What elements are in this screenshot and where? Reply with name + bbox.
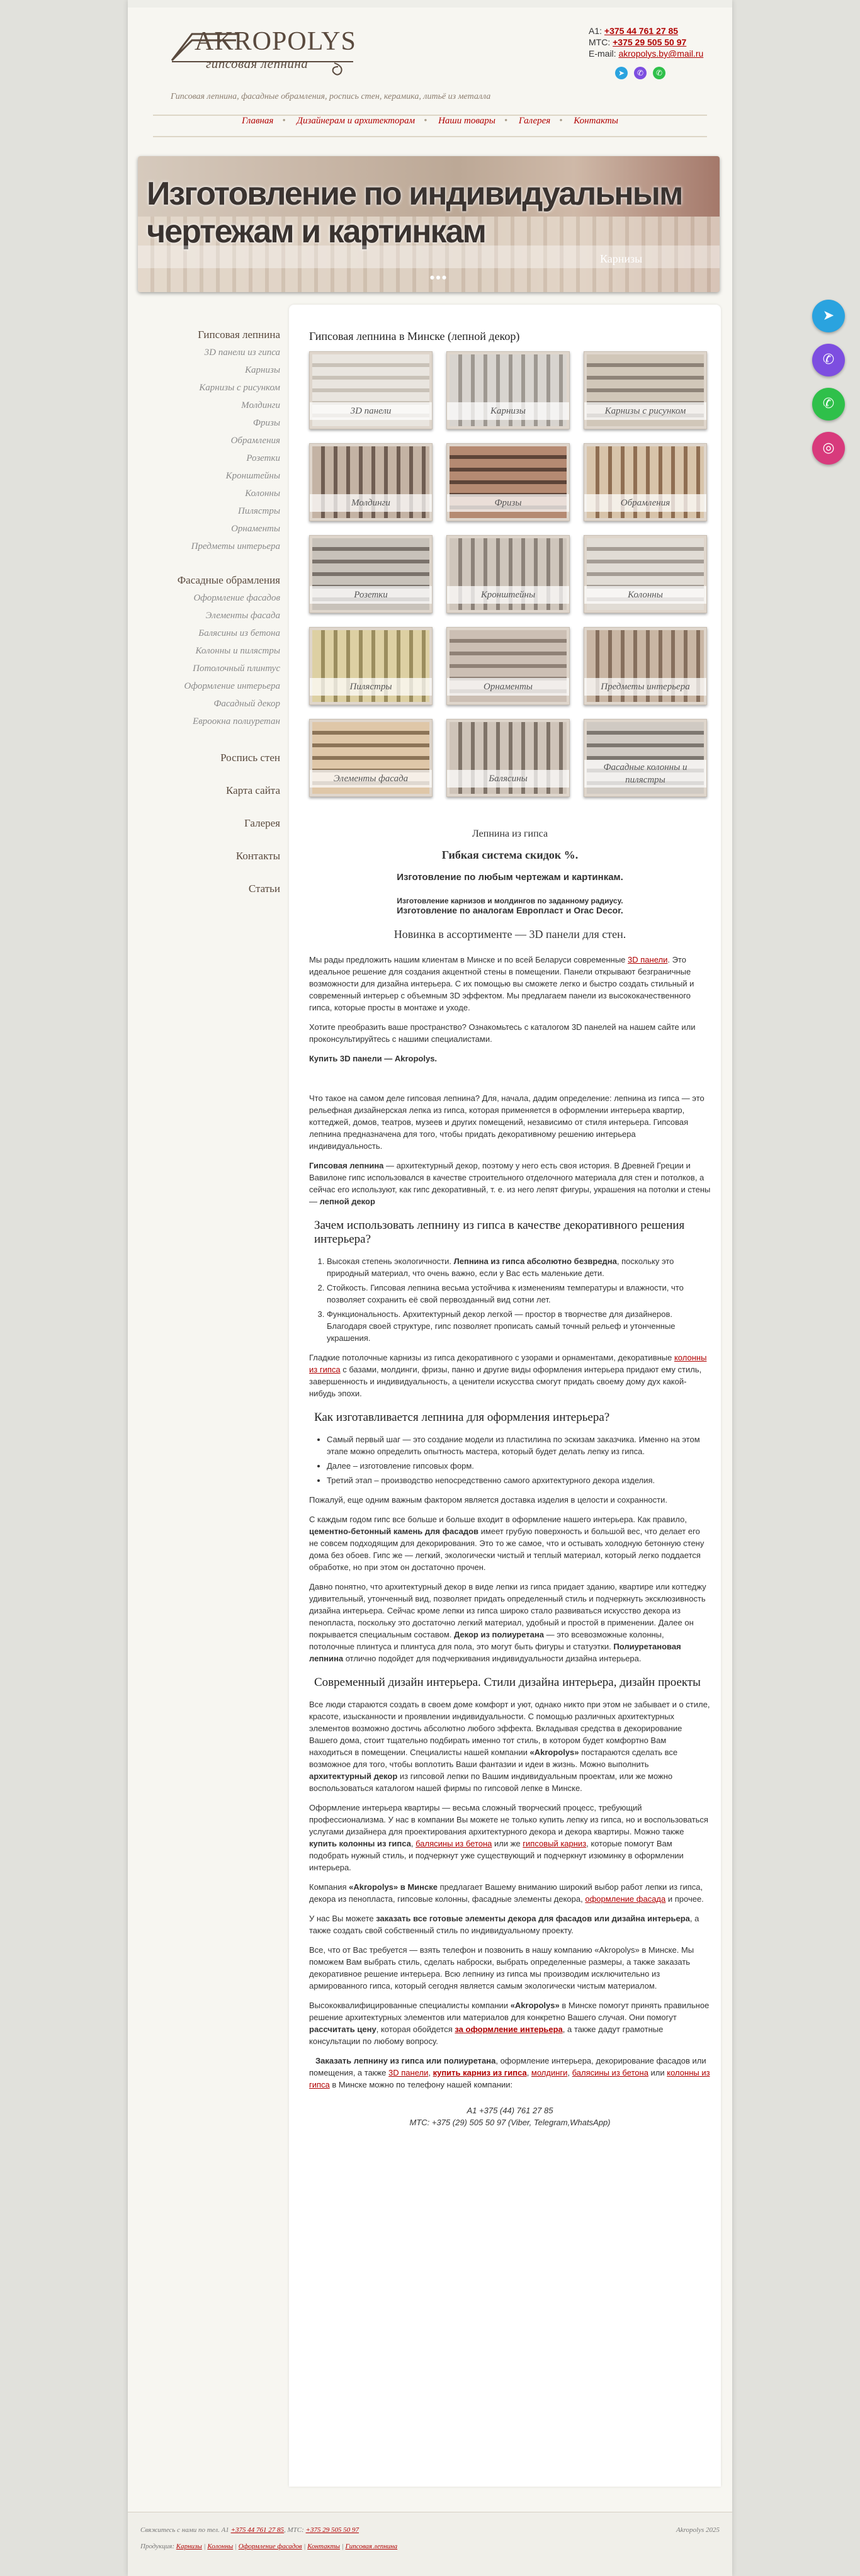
sidebar-item[interactable]: Пилястры xyxy=(238,506,280,516)
hero-banner[interactable] xyxy=(138,156,720,292)
sidebar-item[interactable]: Кронштейны xyxy=(225,471,280,481)
tagline: Гипсовая лепнина, фасадные обрамления, роспись стен, керамика, литьё из металла xyxy=(171,92,491,101)
tile-label: Балясины xyxy=(447,770,569,788)
paragraph: Все, что от Вас требуется — взять телефон и позвонить в нашу компанию «Akropolys» в Минске. Мы поможем Вам выбрать стиль, сделать наброски, выбрать определенные размеры, а также заказать декоративное решение интерьера. Всю лепнину из гипса мы производим исключительно из армированного гипса, который сегодня является самым экологически чистым материалом. xyxy=(309,1945,694,1991)
footer xyxy=(128,2512,732,2576)
sidebar-item[interactable]: Розетки xyxy=(246,453,280,463)
section-heading: Как изготавливается лепнина для оформления интерьера? xyxy=(314,1411,610,1424)
moldings-link[interactable]: молдинги xyxy=(531,2068,568,2077)
sidebar-top-item[interactable]: Статьи xyxy=(248,883,280,895)
instagram-icon[interactable]: ◎ xyxy=(812,432,845,465)
section-heading: Зачем использовать лепнину из гипса в качестве декоративного решения интерьера? xyxy=(314,1219,685,1246)
sidebar-item[interactable]: Потолочный плинтус xyxy=(193,664,280,674)
sidebar-item[interactable]: Колонны и пилястры xyxy=(195,646,280,656)
viber-icon[interactable]: ✆ xyxy=(812,344,845,376)
columns-link-2[interactable]: колонны из гипса xyxy=(309,2068,710,2089)
sidebar-top-item[interactable]: Контакты xyxy=(235,850,280,862)
sidebar-item[interactable]: Фризы xyxy=(252,418,280,428)
interior-link[interactable]: за оформление интерьера xyxy=(455,2025,563,2034)
paragraph xyxy=(309,1053,711,1065)
main-nav xyxy=(153,115,707,137)
footer-product-link[interactable]: Карнизы xyxy=(176,2543,202,2550)
tile-label: Предметы интерьера xyxy=(584,678,706,696)
sidebar-item[interactable]: 3D панели из гипса xyxy=(204,347,280,358)
category-tile[interactable] xyxy=(446,443,570,521)
list-item: 1. Высокая степень экологичности. Лепнина из гипса абсолютно безвредна, поскольку это природный материал, что очень важно, если у Вас есть маленькие дети. xyxy=(327,1255,711,1279)
buy-3d-panels: Купить 3D панели — Akropolys. xyxy=(309,1054,438,1063)
a1-phone-link[interactable]: +375 44 761 27 85 xyxy=(604,26,679,36)
copyright: Akropolys 2025 xyxy=(676,2526,720,2534)
paragraph: Гладкие потолочные карнизы из гипса декоративного с узорами и орнаментами, декоративные колонны из гипса с базами, молдинги, фризы, панно и другие виды оформления интерьера придают ему стиль, завершенность и индивидуальность, а ценители искусства смогут придать своему дому дух какой-нибудь эпохи. xyxy=(309,1353,707,1398)
category-tile[interactable] xyxy=(309,443,433,521)
sidebar-top-item[interactable]: Галерея xyxy=(244,817,280,829)
sidebar-item[interactable]: Орнаменты xyxy=(231,524,280,534)
mts-phone-link[interactable]: +375 29 505 50 97 xyxy=(613,37,687,47)
paragraph: Оформление интерьера квартиры — весьма сложный творческий процесс, требующий профессионализма. У нас в компании Вы можете не только купить лепку из гипса, но и воспользоваться услугами дизайнера для проектирования архитектурного декора и декора квартиры. Можно также купить колонны из гипса, балясины из бетона или же гипсовый карниз, которые помогут Вам подобрать нужный стиль, и подчеркнут уже существующий и подчеркнут изюминку в оформлении интерьера. xyxy=(309,1803,708,1872)
a1-label: A1: xyxy=(589,26,603,36)
intro-line-6: Новинка в ассортименте — 3D панели для стен. xyxy=(393,928,626,941)
nav-separator: • xyxy=(282,116,286,126)
mts-label: МТС: xyxy=(589,37,611,47)
paragraph: Хотите преобразить ваше пространство? Ознакомьтесь с каталогом 3D панелей на нашем сайте или проконсультируйтесь с нашими специалистами. xyxy=(309,1022,696,1044)
category-tile[interactable] xyxy=(584,351,707,429)
sidebar-item[interactable]: Оформление фасадов xyxy=(193,593,280,603)
tile-label: 3D панели xyxy=(310,402,432,420)
tile-label: Фризы xyxy=(447,494,569,512)
banner-caption: Карнизы xyxy=(600,252,643,265)
main-content xyxy=(289,305,721,2487)
tile-label: Орнаменты xyxy=(447,678,569,696)
header-contacts xyxy=(589,25,703,59)
text: Мы рады предложить нашим клиентам в Минске и по всей Беларуси современные xyxy=(309,955,628,964)
steps-list xyxy=(327,1433,711,1486)
category-tile[interactable] xyxy=(309,627,433,705)
section-heading: Современный дизайн интерьера. Стили дизайна интерьера, дизайн проекты xyxy=(314,1676,701,1689)
sidebar-item[interactable]: Карнизы с рисунком xyxy=(199,383,280,393)
sidebar-item[interactable]: Обрамления xyxy=(230,436,280,446)
sidebar-item[interactable]: Оформление интерьера xyxy=(184,681,280,691)
nav-designers[interactable]: Дизайнерам и архитекторам xyxy=(297,116,416,126)
balusters-link[interactable]: балясины из бетона xyxy=(416,1839,492,1848)
category-tile[interactable] xyxy=(446,719,570,797)
intro-line-1: Лепнина из гипса xyxy=(472,828,548,839)
paragraph: Пожалуй, еще одним важным фактором является доставка изделия в целости и сохранности. xyxy=(309,1495,667,1505)
tile-label: Элементы фасада xyxy=(310,770,432,788)
footer-product-link[interactable]: Контакты xyxy=(307,2543,340,2550)
paragraph: Все люди стараются создать в своем доме комфорт и уют, однако никто при этом не забывает и о стиле, красоте, изысканности и проявлении индивидуальности. С помощью различных архитектурных элементов возможно достичь абсолютно любого эффекта. Вкладывая средства в декорирование Вашего дома, стоит тщательно подбирать именно тот стиль, в котором будет комфортно Вам находиться в помещении. Специалисты нашей компании «Akropolys» постараются сделать все возможное для того, чтобы воплотить Ваши фантазии и идеи в жизнь. Можно выполнить архитектурный декор из гипсовой лепки по Вашим индивидуальным проектам, или же можно воспользоваться каталогом нашей фирмы по гипсовой лепке в Минске. xyxy=(309,1700,710,1793)
intro-line-5: Изготовление по аналогам Европласт и Orac Decor. xyxy=(397,905,623,915)
tile-label: Розетки xyxy=(310,586,432,604)
tile-label: Карнизы с рисунком xyxy=(584,402,706,420)
sidebar xyxy=(128,321,280,898)
columns-link[interactable]: колонны из гипса xyxy=(309,1353,707,1374)
nav-home[interactable]: Главная xyxy=(242,116,274,126)
tile-label: Пилястры xyxy=(310,678,432,696)
header-messengers xyxy=(615,67,672,79)
category-tile[interactable] xyxy=(584,443,707,521)
category-tile[interactable] xyxy=(584,719,707,797)
nav-gallery[interactable]: Галерея xyxy=(518,116,551,126)
nav-separator: • xyxy=(504,116,508,126)
tile-label: Карнизы xyxy=(447,402,569,420)
sidebar-top-item[interactable]: Роспись стен xyxy=(220,752,280,764)
list-item: • Далее – изготовление гипсовых форм. xyxy=(327,1460,711,1472)
paragraph xyxy=(309,954,711,1014)
category-tile[interactable] xyxy=(446,535,570,613)
page-title: Гипсовая лепнина в Минске (лепной декор) xyxy=(309,330,520,342)
paragraph: Что такое на самом деле гипсовая лепнина? Для, начала, дадим определение: лепнина из гипса — это рельефная дизайнерская лепка из гипса, которая применяется в оформлении интерьера квартир, коттеджей, домов, театров, музеев и других помещений, независимо от стиля интерьера. Гипсовая лепнина предназначена для того, чтобы придать декоративному решению интерьера индивидуальность. xyxy=(309,1093,704,1151)
category-tile[interactable] xyxy=(309,719,433,797)
sidebar-item[interactable]: Предметы интерьера xyxy=(191,541,280,551)
paragraph: Давно понятно, что архитектурный декор в виде лепки из гипса придает зданию, квартире или коттеджу удивительный, утонченный вид, позволяет придать определенный стиль и подчеркнуть эксклюзивность дизайна интерьера. Сейчас кроме лепки из гипса широко стало развиваться искусство декора из пенопласта, поскольку это достаточно легкий материал, удобный и простой в применении. Далее он покрывается специальным составом. Декор из полиуретана — это всевозможные колонны, потолочные плинтуса и плинтуса для пола, это могут быть фигуры и статуэтки. Полиуретановая лепнина отлично подойдет для подчеркивания индивидуальности дизайна интерьера. xyxy=(309,1582,706,1663)
banner-title: Изготовление по индивидуальным чертежам и картинкам xyxy=(147,176,682,250)
sidebar-item[interactable]: Колонны xyxy=(245,489,280,499)
telegram-icon[interactable]: ➤ xyxy=(615,67,628,79)
3d-panels-link[interactable]: 3D панели xyxy=(628,955,668,964)
category-tile[interactable] xyxy=(309,351,433,429)
sidebar-heading[interactable]: Фасадные обрамления xyxy=(177,574,280,586)
tile-label: Молдинги xyxy=(310,494,432,512)
footer-product-link[interactable]: Колонны xyxy=(207,2543,234,2550)
footer-product-link[interactable]: Оформление фасадов xyxy=(238,2543,302,2550)
category-tile[interactable] xyxy=(446,351,570,429)
logo-subtitle: гипсовая лепнина xyxy=(206,56,308,71)
phone-a1[interactable]: A1 +375 (44) 761 27 85 xyxy=(467,2106,553,2115)
tile-label: Колонны xyxy=(584,586,706,604)
nav-separator: • xyxy=(559,116,563,126)
3d-panels-link-2[interactable]: 3D панели xyxy=(388,2068,429,2077)
whatsapp-icon[interactable]: ✆ xyxy=(653,67,665,79)
viber-icon[interactable]: ✆ xyxy=(634,67,647,79)
category-tile[interactable] xyxy=(584,535,707,613)
sidebar-item[interactable]: Балясины из бетона xyxy=(198,628,280,638)
text: лепной декор xyxy=(319,1197,375,1206)
balusters-link-2[interactable]: балясины из бетона xyxy=(572,2068,648,2077)
sidebar-item[interactable]: Карнизы xyxy=(245,365,280,375)
paragraph: Заказать лепнину из гипса или полиуретана, оформление интерьера, декорирование фасадов или помещения, а также 3D панели, купить карниз из гипса, молдинги, балясины из бетона или колонны из гипса в Минске можно по телефону нашей компании: xyxy=(309,2056,710,2089)
email-label: E-mail: xyxy=(589,48,616,59)
whatsapp-icon[interactable]: ✆ xyxy=(812,388,845,421)
sidebar-heading[interactable]: Гипсовая лепнина xyxy=(198,329,280,341)
category-tile[interactable] xyxy=(584,627,707,705)
list-item: • Самый первый шаг — это создание модели из пластилина по эскизам заказчика. Именно на этом этапе можно определить опытность мастера, который будет делать лепку из гипса. xyxy=(327,1433,711,1457)
footer-contacts: Свяжитесь с нами по тел. A1 +375 44 761 27 85, МТС: +375 29 505 50 97 xyxy=(140,2526,359,2534)
nav-products[interactable]: Наши товары xyxy=(438,116,495,126)
article-text xyxy=(309,828,711,2136)
intro-line-4: Изготовление карнизов и молдингов по заданному радиусу. xyxy=(397,896,623,905)
floating-social-bar xyxy=(812,300,847,476)
text: — архитектурный декор, поэтому у него есть своя история. В Древней Греции и Вавилоне гипс использовался в качестве строительного отделочного материала для стен и потолков, а сейчас его используют, как гипс декоративный, т. е. из него лепят фигуры, украшения на потолки и стены — xyxy=(309,1161,711,1206)
page xyxy=(128,0,732,2576)
paragraph: Высококвалифицированные специалисты компании «Akropolys» в Минске помогут принять правильное решение архитектурных элементов или материалов для конкретно Вашего случая. Они помогут рассчитать цену, которая обойдется за оформление интерьера, а также дадут грамотные консультации по любому вопросу. xyxy=(309,2001,710,2046)
footer-products: Продукция: Карнизы | Колонны | Оформление фасадов | Контакты | Гипсовая лепнина xyxy=(140,2543,398,2550)
paragraph: Компания «Akropolys» в Минске предлагает Вашему вниманию широкий выбор работ лепки из гипса, декора из пенопласта, гипсовые колонны, фасадные элементы декора, оформление фасада и прочее. xyxy=(309,1882,704,1904)
sidebar-item[interactable]: Евроокна полиуретан xyxy=(193,716,280,726)
cornice-link[interactable]: гипсовый карниз xyxy=(523,1839,587,1848)
text: Гипсовая лепнина xyxy=(309,1161,384,1170)
banner-pager-dots[interactable]: ● ● ● xyxy=(430,274,447,280)
benefits-list xyxy=(327,1255,711,1344)
category-tile[interactable] xyxy=(446,627,570,705)
paragraph xyxy=(309,1160,711,1207)
logo-name[interactable]: AKROPOLYS xyxy=(195,27,356,56)
facade-link[interactable]: оформление фасада xyxy=(585,1894,666,1904)
intro-line-3: Изготовление по любым чертежам и картинкам. xyxy=(397,872,623,883)
footer-product-link[interactable]: Гипсовая лепнина xyxy=(345,2543,398,2550)
email-link[interactable]: akropolys.by@mail.ru xyxy=(618,48,704,59)
paragraph: У нас Вы можете заказать все готовые элементы декора для фасадов или дизайна интерьера, а также создать свой собственный стиль по индивидуальному проекту. xyxy=(309,1914,699,1935)
sidebar-top-item[interactable]: Карта сайта xyxy=(226,784,280,796)
category-tile[interactable] xyxy=(309,535,433,613)
paragraph: С каждым годом гипс все больше и больше входит в оформление нашего интерьера. Как правило, цементно-бетонный камень для фасадов имеет грубую поверхность и большой вес, что делает его не совсем подходящим для декорирования. Это то же самое, что и остывать холодную бетонную стену дома без обоев. Гипс же — легкий, экологически чистый и теплый материал, который легко поддается обработке, но при этом он достаточно прочен. xyxy=(309,1515,704,1572)
footer-mts-link[interactable]: +375 29 505 50 97 xyxy=(305,2526,359,2534)
list-item: 3. Функциональность. Архитектурный декор легкой — простор в творчестве для дизайнеров. Благодаря своей структуре, гипс позволяет прописать самый точный рельеф и утонченные украшения. xyxy=(327,1308,711,1344)
sidebar-item[interactable]: Молдинги xyxy=(241,400,280,410)
telegram-icon[interactable]: ➤ xyxy=(812,300,845,332)
sidebar-item[interactable]: Фасадный декор xyxy=(213,699,280,709)
tile-label: Кронштейны xyxy=(447,586,569,604)
nav-separator: • xyxy=(424,116,427,126)
sidebar-item[interactable]: Элементы фасада xyxy=(205,611,280,621)
list-item: • Третий этап – производство непосредственно самого архитектурного декора изделия. xyxy=(327,1474,711,1486)
tile-label: Обрамления xyxy=(584,494,706,512)
text: . Это идеальное решение для создания акцентной стены в помещении. Панели открывают безграничные возможности для дизайна интерьера. С их помощью вы сможете легко и быстро создать стильный и современный интерьер с объемным 3D эффектом. Мы предлагаем панели из высококачественного гипса, которые просты в монтаже и уходе. xyxy=(309,955,694,1012)
tile-label: Фасадные колонны и пилястры xyxy=(584,760,706,788)
phone-mts[interactable]: МТС: +375 (29) 505 50 97 (Viber, Telegram,WhatsApp) xyxy=(409,2118,611,2127)
list-item: 2. Стойкость. Гипсовая лепнина весьма устойчива к изменениям температуры и влажности, что позволяет сохранить её свой первозданный вид сотни лет. xyxy=(327,1282,711,1306)
buy-cornice-link[interactable]: купить карниз из гипса xyxy=(433,2068,527,2077)
footer-a1-link[interactable]: +375 44 761 27 85 xyxy=(230,2526,284,2534)
nav-contacts[interactable]: Контакты xyxy=(574,116,618,126)
intro-line-2: Гибкая система скидок %. xyxy=(441,849,579,861)
